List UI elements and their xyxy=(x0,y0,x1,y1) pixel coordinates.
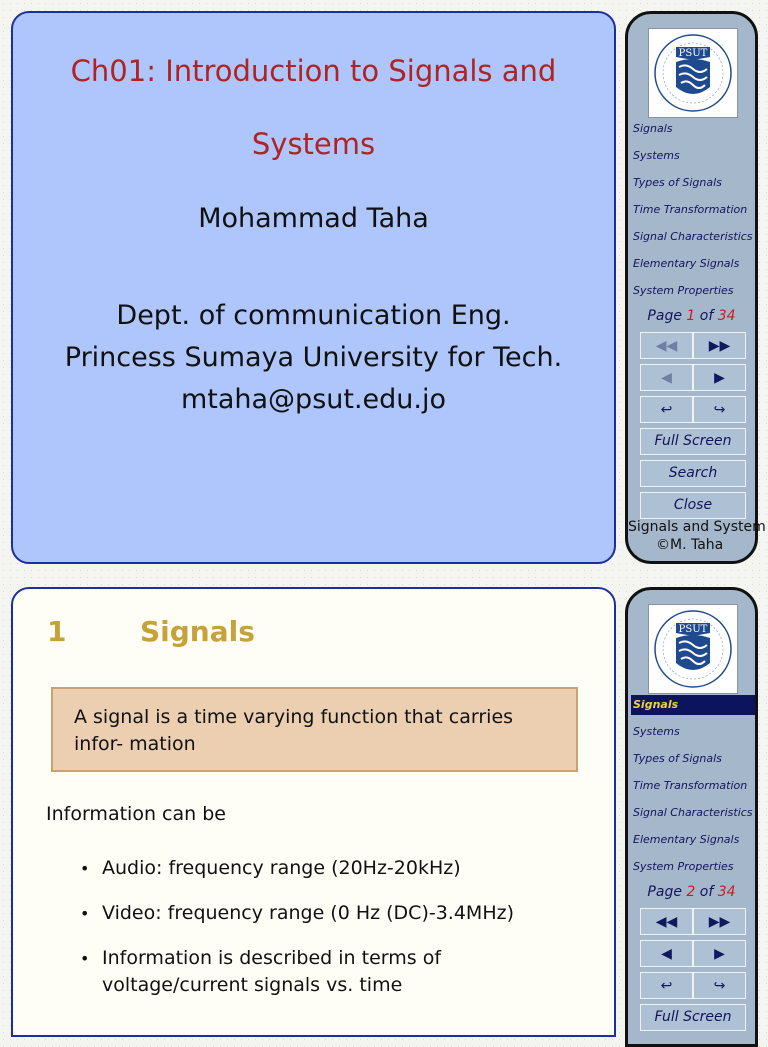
nav-link-signal-characteristics[interactable]: Signal Characteristics xyxy=(633,230,753,243)
list-item-text: Information is described in terms of voltage/current signals vs. time xyxy=(102,947,442,996)
navigation-panel xyxy=(625,11,758,564)
nav-link-types-of-signals[interactable]: Types of Signals xyxy=(633,752,722,765)
logo-text: PSUT xyxy=(678,624,708,635)
list-item xyxy=(77,945,462,999)
nav-link-signal-characteristics[interactable]: Signal Characteristics xyxy=(633,806,753,819)
return-left-arrow-icon: ↩ xyxy=(660,401,673,418)
next-page-button[interactable] xyxy=(693,940,746,967)
slide-title xyxy=(13,35,614,181)
list-item xyxy=(77,855,514,882)
footer-course: Signals and System xyxy=(628,519,766,535)
of-word: of xyxy=(699,308,714,324)
jump-buttons xyxy=(640,332,746,359)
bullet-icon: • xyxy=(80,949,90,968)
previous-page-button[interactable] xyxy=(640,940,693,967)
step-buttons xyxy=(640,364,746,391)
return-right-arrow-icon: ↪ xyxy=(713,401,726,418)
nav-link-signals[interactable]: Signals xyxy=(633,122,673,135)
page-indicator xyxy=(628,884,755,900)
go-back-button[interactable] xyxy=(640,972,693,999)
university-logo xyxy=(648,28,738,118)
bullet-icon: • xyxy=(80,859,90,878)
bullet-list xyxy=(77,855,514,1017)
go-forward-button[interactable] xyxy=(693,396,746,423)
content-slide xyxy=(11,587,616,1037)
author-name: Mohammad Taha xyxy=(198,203,429,234)
total-pages: 34 xyxy=(717,884,736,900)
email: mtaha@psut.edu.jo xyxy=(180,384,447,415)
nav-link-types-of-signals[interactable]: Types of Signals xyxy=(633,176,722,189)
department: Dept. of communication Eng. xyxy=(116,300,511,331)
affiliation xyxy=(13,295,614,421)
nav-link-signals[interactable]: Signals xyxy=(631,695,755,715)
current-page: 2 xyxy=(686,884,696,900)
double-right-triangle-icon: ▶▶ xyxy=(708,337,731,354)
nav-link-elementary-signals[interactable]: Elementary Signals xyxy=(633,257,740,270)
return-right-arrow-icon: ↪ xyxy=(713,977,726,994)
jump-buttons xyxy=(640,908,746,935)
section-title: Signals xyxy=(140,615,255,648)
list-item-text: Audio: frequency range (20Hz-20kHz) xyxy=(102,857,461,879)
step-buttons xyxy=(640,940,746,967)
full-screen-button[interactable]: Full Screen xyxy=(640,1004,746,1031)
return-left-arrow-icon: ↩ xyxy=(660,977,673,994)
nav-link-systems[interactable]: Systems xyxy=(633,149,680,162)
history-buttons xyxy=(640,972,746,999)
slide-title-line2: Systems xyxy=(251,127,376,161)
full-screen-button[interactable]: Full Screen xyxy=(640,428,746,455)
previous-page-button[interactable] xyxy=(640,364,693,391)
nav-link-elementary-signals[interactable]: Elementary Signals xyxy=(633,833,740,846)
double-left-triangle-icon: ◀◀ xyxy=(655,337,678,354)
title-slide xyxy=(11,11,616,564)
page-indicator xyxy=(628,308,755,324)
list-item xyxy=(77,900,514,927)
current-page: 1 xyxy=(686,308,696,324)
search-button[interactable]: Search xyxy=(640,460,746,487)
right-triangle-icon: ▶ xyxy=(714,945,725,962)
of-word: of xyxy=(699,884,714,900)
double-right-triangle-icon: ▶▶ xyxy=(708,913,731,930)
close-button[interactable]: Close xyxy=(640,492,746,519)
logo-text: PSUT xyxy=(678,48,708,59)
info-intro: Information can be xyxy=(46,803,226,825)
left-triangle-icon: ◀ xyxy=(661,945,672,962)
left-triangle-icon: ◀ xyxy=(661,369,672,386)
next-page-button[interactable] xyxy=(693,364,746,391)
first-page-button[interactable] xyxy=(640,908,693,935)
total-pages: 34 xyxy=(717,308,736,324)
nav-footer xyxy=(622,518,768,554)
first-page-button[interactable] xyxy=(640,332,693,359)
last-page-button[interactable] xyxy=(693,908,746,935)
history-buttons xyxy=(640,396,746,423)
definition-box: A signal is a time varying function that carries infor- mation xyxy=(51,687,578,772)
bullet-icon: • xyxy=(80,904,90,923)
go-back-button[interactable] xyxy=(640,396,693,423)
page-word: Page xyxy=(647,308,682,324)
university: Princess Sumaya University for Tech. xyxy=(64,342,563,373)
section-links xyxy=(631,119,755,308)
go-forward-button[interactable] xyxy=(693,972,746,999)
nav-link-system-properties[interactable]: System Properties xyxy=(633,284,734,297)
section-links xyxy=(631,695,755,884)
list-item-text: Video: frequency range (0 Hz (DC)-3.4MHz) xyxy=(102,902,514,924)
navigation-panel xyxy=(625,587,758,1047)
university-logo xyxy=(648,604,738,694)
nav-link-time-transformation[interactable]: Time Transformation xyxy=(633,203,748,216)
double-left-triangle-icon: ◀◀ xyxy=(655,913,678,930)
right-triangle-icon: ▶ xyxy=(714,369,725,386)
nav-link-system-properties[interactable]: System Properties xyxy=(633,860,734,873)
last-page-button[interactable] xyxy=(693,332,746,359)
nav-link-systems[interactable]: Systems xyxy=(633,725,680,738)
section-number: 1 xyxy=(47,615,67,648)
footer-author: ©M. Taha xyxy=(656,537,724,553)
slide-title-line1: Ch01: Introduction to Signals and xyxy=(70,54,557,88)
page-word: Page xyxy=(647,884,682,900)
nav-link-time-transformation[interactable]: Time Transformation xyxy=(633,779,748,792)
